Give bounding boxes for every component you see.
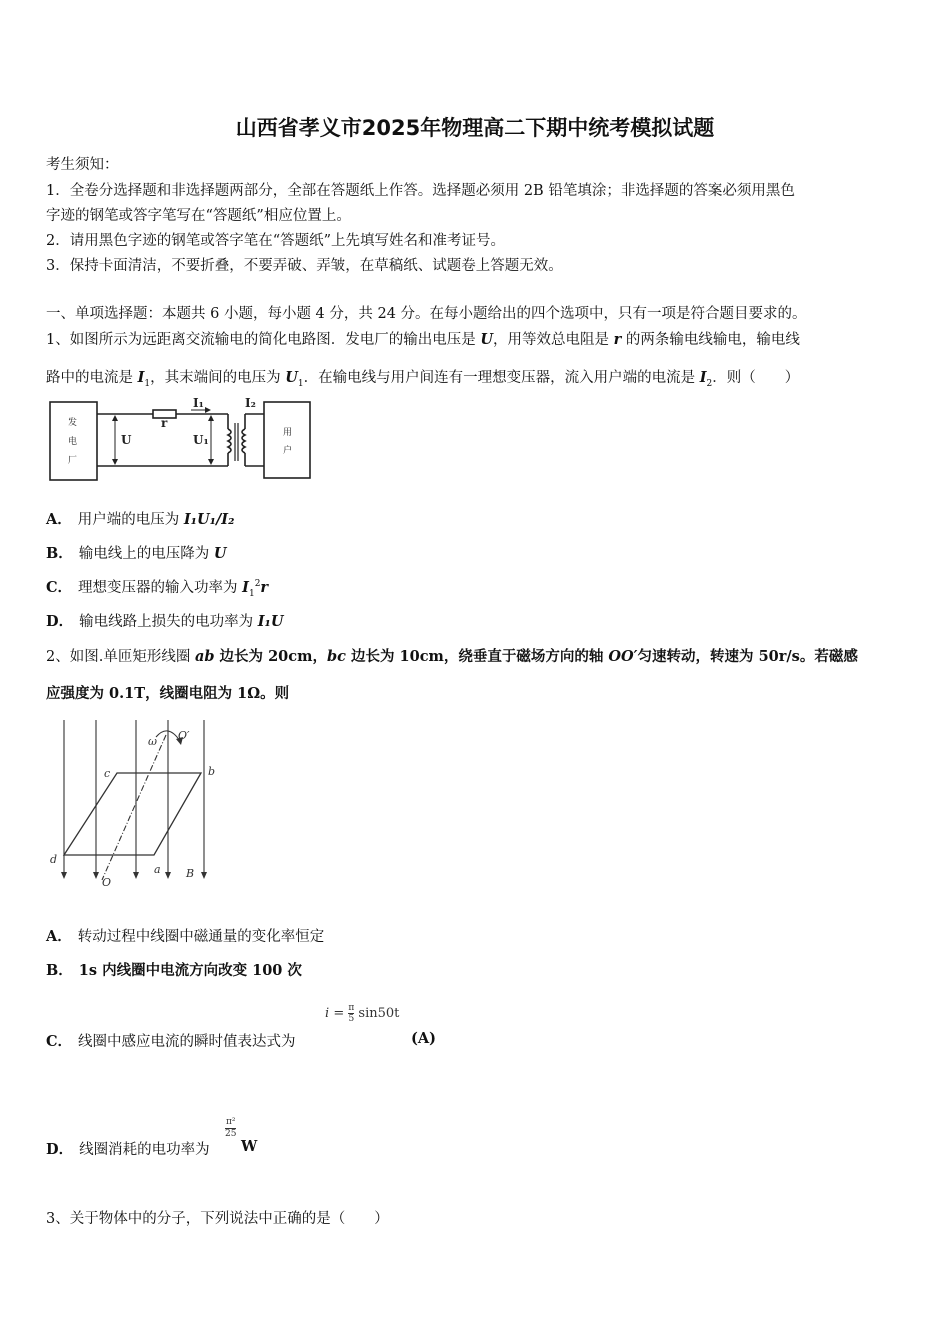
q2-text: 匀速转动，转速为 50r/s。若磁感 [637, 648, 858, 665]
q1-var-I: I [699, 369, 707, 386]
option-text: 线圈消耗的电功率为 [79, 1142, 210, 1158]
option-expr: I₁U [257, 613, 284, 630]
q1-stem-line-2 [46, 366, 799, 389]
notice-heading: 考生须知： [46, 157, 119, 173]
page-title: 山西省孝义市2025年物理高二下期中统考模拟试题 [235, 116, 715, 140]
q1-option-a[interactable] [46, 508, 234, 529]
formula-num: π [348, 1003, 355, 1013]
q1-text: 1、如图所示为远距离交流输电的简化电路图．发电厂的输出电压是 [46, 332, 481, 348]
q1-text: ，其末端间的电压为 [150, 370, 286, 386]
label-I2: I₂ [245, 396, 256, 410]
label-d: d [50, 853, 58, 866]
label-O: O [102, 876, 112, 889]
label-B: B [186, 867, 195, 880]
q1-option-c[interactable] [46, 576, 268, 599]
label-omega: ω [148, 735, 157, 748]
q3-stem: 3、关于物体中的分子，下列说法中正确的是（ ） [46, 1211, 389, 1227]
q1-var-U: U [285, 369, 298, 386]
q2-option-c[interactable] [46, 1030, 296, 1051]
option-text: 输电线路上损失的电功率为 [79, 614, 258, 630]
q1-option-d[interactable] [46, 610, 283, 631]
formula-i: i [325, 1006, 330, 1021]
fraction-den: 25 [225, 1129, 237, 1139]
user-box [264, 402, 310, 478]
q1-text: ．则（ ） [712, 370, 800, 386]
section-heading: 一、单项选择题：本题共 6 小题，每小题 4 分，共 24 分。在每小题给出的四个选项中，只有一项是符合题目要求的。 [46, 306, 807, 322]
option-label: C． [46, 1033, 73, 1050]
fraction-num: π² [225, 1117, 236, 1127]
q1-text: 路中的电流是 [46, 370, 138, 386]
option-text: 输电线上的电压降为 [78, 546, 214, 562]
option-text: 转动过程中线圈中磁通量的变化率恒定 [77, 929, 325, 945]
label-U: U [121, 433, 132, 447]
formula-eq: = [333, 1006, 345, 1021]
q1-var-U: U [480, 331, 493, 348]
q1-sub: 2 [706, 378, 713, 389]
option-label: A． [46, 511, 72, 528]
q1-text: ．在输电线与用户间连有一理想变压器，流入用户端的电流是 [303, 370, 700, 386]
option-label: B． [46, 545, 73, 562]
q1-text: 的两条输电线输电，输电线 [621, 332, 800, 348]
q2-stem-line-2: 应强度为 0.1T，线圈电阻为 1Ω。则 [46, 685, 290, 702]
q1-stem-line-1 [46, 328, 800, 349]
notice-line-2: 2．请用黑色字迹的钢笔或答字笔在“答题纸”上先填写姓名和准考证号。 [46, 233, 506, 249]
option-expr: I [242, 579, 249, 596]
q2-option-c-formula [325, 1003, 399, 1024]
option-label: B． [46, 962, 73, 979]
q2-option-a[interactable] [46, 925, 324, 946]
q2-coil-diagram [46, 715, 216, 890]
q1-var-I: I [137, 369, 145, 386]
q2-var-OO: OO′ [608, 648, 638, 665]
q2-option-b[interactable] [46, 959, 302, 980]
q2-stem-line-1 [46, 645, 858, 666]
option-label: A． [46, 928, 72, 945]
q2-var-ab: ab [194, 648, 215, 665]
q2-text: 边长为 20cm， [214, 648, 327, 665]
option-expr: r [260, 579, 269, 596]
formula-fraction [348, 1003, 354, 1024]
option-label: C． [46, 579, 73, 596]
user-char-1: 用 [283, 428, 293, 438]
label-a: a [154, 863, 161, 876]
q1-sub: 1 [144, 378, 151, 389]
option-expr: I₁U₁/I₂ [183, 511, 235, 528]
option-expr: U [213, 545, 227, 562]
power-plant-char-3: 厂 [68, 456, 78, 466]
label-b: b [208, 765, 216, 778]
option-text: 理想变压器的输入功率为 [78, 580, 243, 596]
label-U1: U₁ [193, 433, 209, 447]
q1-option-b[interactable] [46, 542, 227, 563]
notice-line-1a: 1．全卷分选择题和非选择题两部分，全部在答题纸上作答。选择题必须用 2B 铅笔填涂；非选择题的答案必须用黑色 [46, 183, 795, 199]
q2-option-d[interactable] [46, 1138, 210, 1159]
option-text: 1s 内线圈中电流方向改变 100 次 [78, 962, 302, 979]
q2-option-c-unit: (A) [411, 1030, 436, 1047]
formula-rest: sin50t [358, 1006, 400, 1021]
q1-text: ，用等效总电阻是 [493, 332, 614, 348]
option-label: D． [46, 1141, 74, 1158]
q1-sub: 1 [297, 378, 304, 389]
q1-var-r: r [613, 331, 622, 348]
label-I1: I₁ [193, 396, 204, 410]
q2-option-d-fraction [225, 1117, 236, 1140]
option-text: 线圈中感应电流的瞬时值表达式为 [78, 1034, 296, 1050]
label-r: r [161, 416, 168, 430]
power-plant-char-1: 发 [68, 418, 78, 428]
q2-option-d-unit: W [241, 1138, 258, 1155]
formula-den: 5 [348, 1014, 355, 1024]
user-char-2: 户 [283, 446, 293, 456]
label-O-prime: O′ [178, 729, 190, 742]
q1-circuit-diagram [48, 393, 314, 489]
notice-line-3: 3．保持卡面清洁，不要折叠，不要弄破、弄皱，在草稿纸、试题卷上答题无效。 [46, 258, 563, 274]
option-sup: 2 [254, 579, 261, 590]
q2-text: 边长为 10cm，绕垂直于磁场方向的轴 [345, 648, 609, 665]
power-plant-char-2: 电 [68, 437, 78, 447]
q2-text: 2、如图.单匝矩形线圈 [46, 649, 195, 665]
option-text: 用户端的电压为 [77, 512, 184, 528]
option-sub: 1 [248, 588, 255, 599]
option-label: D． [46, 613, 74, 630]
notice-line-1b: 字迹的钢笔或答字笔写在“答题纸”相应位置上。 [46, 208, 351, 224]
label-c: c [104, 767, 111, 780]
q2-var-bc: bc [326, 648, 346, 665]
